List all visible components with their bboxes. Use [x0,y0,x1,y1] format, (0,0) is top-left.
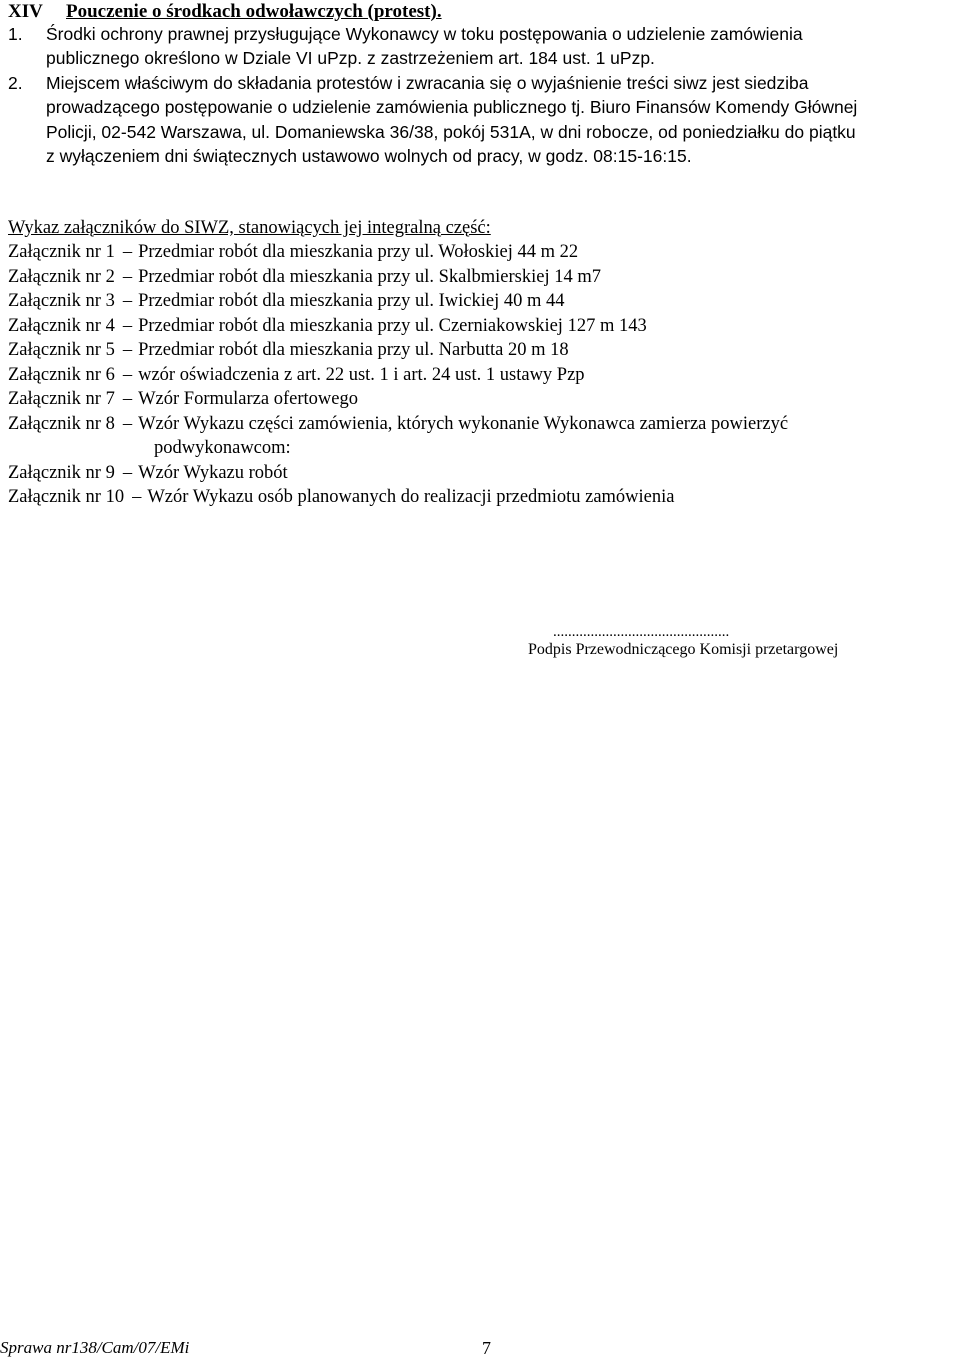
attachment-label: Załącznik nr 1 [8,242,115,262]
attachment-label: Załącznik nr 5 [8,340,115,360]
item-2-number: 2. [8,73,23,93]
attachment-item-8-continuation: podwykonawcom: [154,438,291,458]
item-1-line-1: Środki ochrony prawnej przysługujące Wykonawcy w toku postępowania o udzielenie zamówienia [46,24,803,44]
dash: – [122,291,133,311]
dash: – [132,487,142,507]
signature-label: Podpis Przewodniczącego Komisji przetargowej [528,641,839,658]
attachment-label: Załącznik nr 8 [8,414,115,434]
dash: – [122,414,133,434]
section-title: Pouczenie o środkach odwoławczych (protest). [66,1,442,22]
attachment-text: Wzór Wykazu części zamówienia, których wykonanie Wykonawca zamierza powierzyć [138,414,789,434]
attachment-item-5 [8,338,569,362]
attachment-label: Załącznik nr 2 [8,267,115,287]
item-1-line-2: publicznego określono w Dziale VI uPzp. z zastrzeżeniem art. 184 ust. 1 uPzp. [46,48,655,68]
footer-case-reference: Sprawa nr138/Cam/07/EMi [0,1338,190,1357]
section-heading [8,0,442,24]
footer-page-number: 7 [482,1338,491,1358]
attachment-item-4 [8,314,647,338]
item-2-line-1: Miejscem właściwym do składania protestów i zwracania się o wyjaśnienie treści siwz jest siedziba [46,73,809,93]
attachment-item-1 [8,240,578,264]
attachment-item-9 [8,461,288,485]
dash: – [122,316,133,336]
section-number: XIV [8,1,43,22]
item-2-line-2: prowadzącego postępowanie o udzielenie zamówienia publicznego tj. Biuro Finansów Komendy Głównej [46,97,858,117]
attachments-heading: Wykaz załączników do SIWZ, stanowiących jej integralną część: [8,218,491,238]
attachment-text: Przedmiar robót dla mieszkania przy ul. Skalbmierskiej 14 m7 [138,267,601,287]
attachment-text: Przedmiar robót dla mieszkania przy ul. Iwickiej 40 m 44 [138,291,565,311]
dash: – [122,242,133,262]
attachment-item-7 [8,387,358,411]
dash: – [122,340,133,360]
attachment-label: Załącznik nr 10 [8,487,125,507]
attachment-item-6 [8,363,585,387]
attachment-item-2 [8,265,601,289]
attachment-label: Załącznik nr 7 [8,389,115,409]
attachment-item-8 [8,412,788,436]
attachment-text: Wzór Wykazu robót [138,463,288,483]
attachment-text: Wzór Formularza ofertowego [138,389,358,409]
item-1-number: 1. [8,24,23,44]
attachment-label: Załącznik nr 6 [8,365,115,385]
attachment-label: Załącznik nr 9 [8,463,115,483]
dash: – [122,463,133,483]
attachment-item-10 [8,485,674,509]
attachment-text: Przedmiar robót dla mieszkania przy ul. Narbutta 20 m 18 [138,340,569,360]
item-2-line-3: Policji, 02-542 Warszawa, ul. Domaniewska 36/38, pokój 531A, w dni robocze, od poniedziałku do piątku [46,122,856,142]
dash: – [122,267,133,287]
item-2-line-4: z wyłączeniem dni świątecznych ustawowo wolnych od pracy, w godz. 08:15-16:15. [46,146,692,166]
signature-line: ............................................... [553,624,730,640]
dash: – [122,389,133,409]
attachment-item-3 [8,289,565,313]
attachment-label: Załącznik nr 3 [8,291,115,311]
attachment-text: Przedmiar robót dla mieszkania przy ul. Czerniakowskiej 127 m 143 [138,316,647,336]
attachment-text: wzór oświadczenia z art. 22 ust. 1 i art. 24 ust. 1 ustawy Pzp [138,365,585,385]
attachment-label: Załącznik nr 4 [8,316,115,336]
attachment-text: Wzór Wykazu osób planowanych do realizacji przedmiotu zamówienia [147,487,675,507]
attachment-text: Przedmiar robót dla mieszkania przy ul. Wołoskiej 44 m 22 [138,242,579,262]
dash: – [122,365,133,385]
